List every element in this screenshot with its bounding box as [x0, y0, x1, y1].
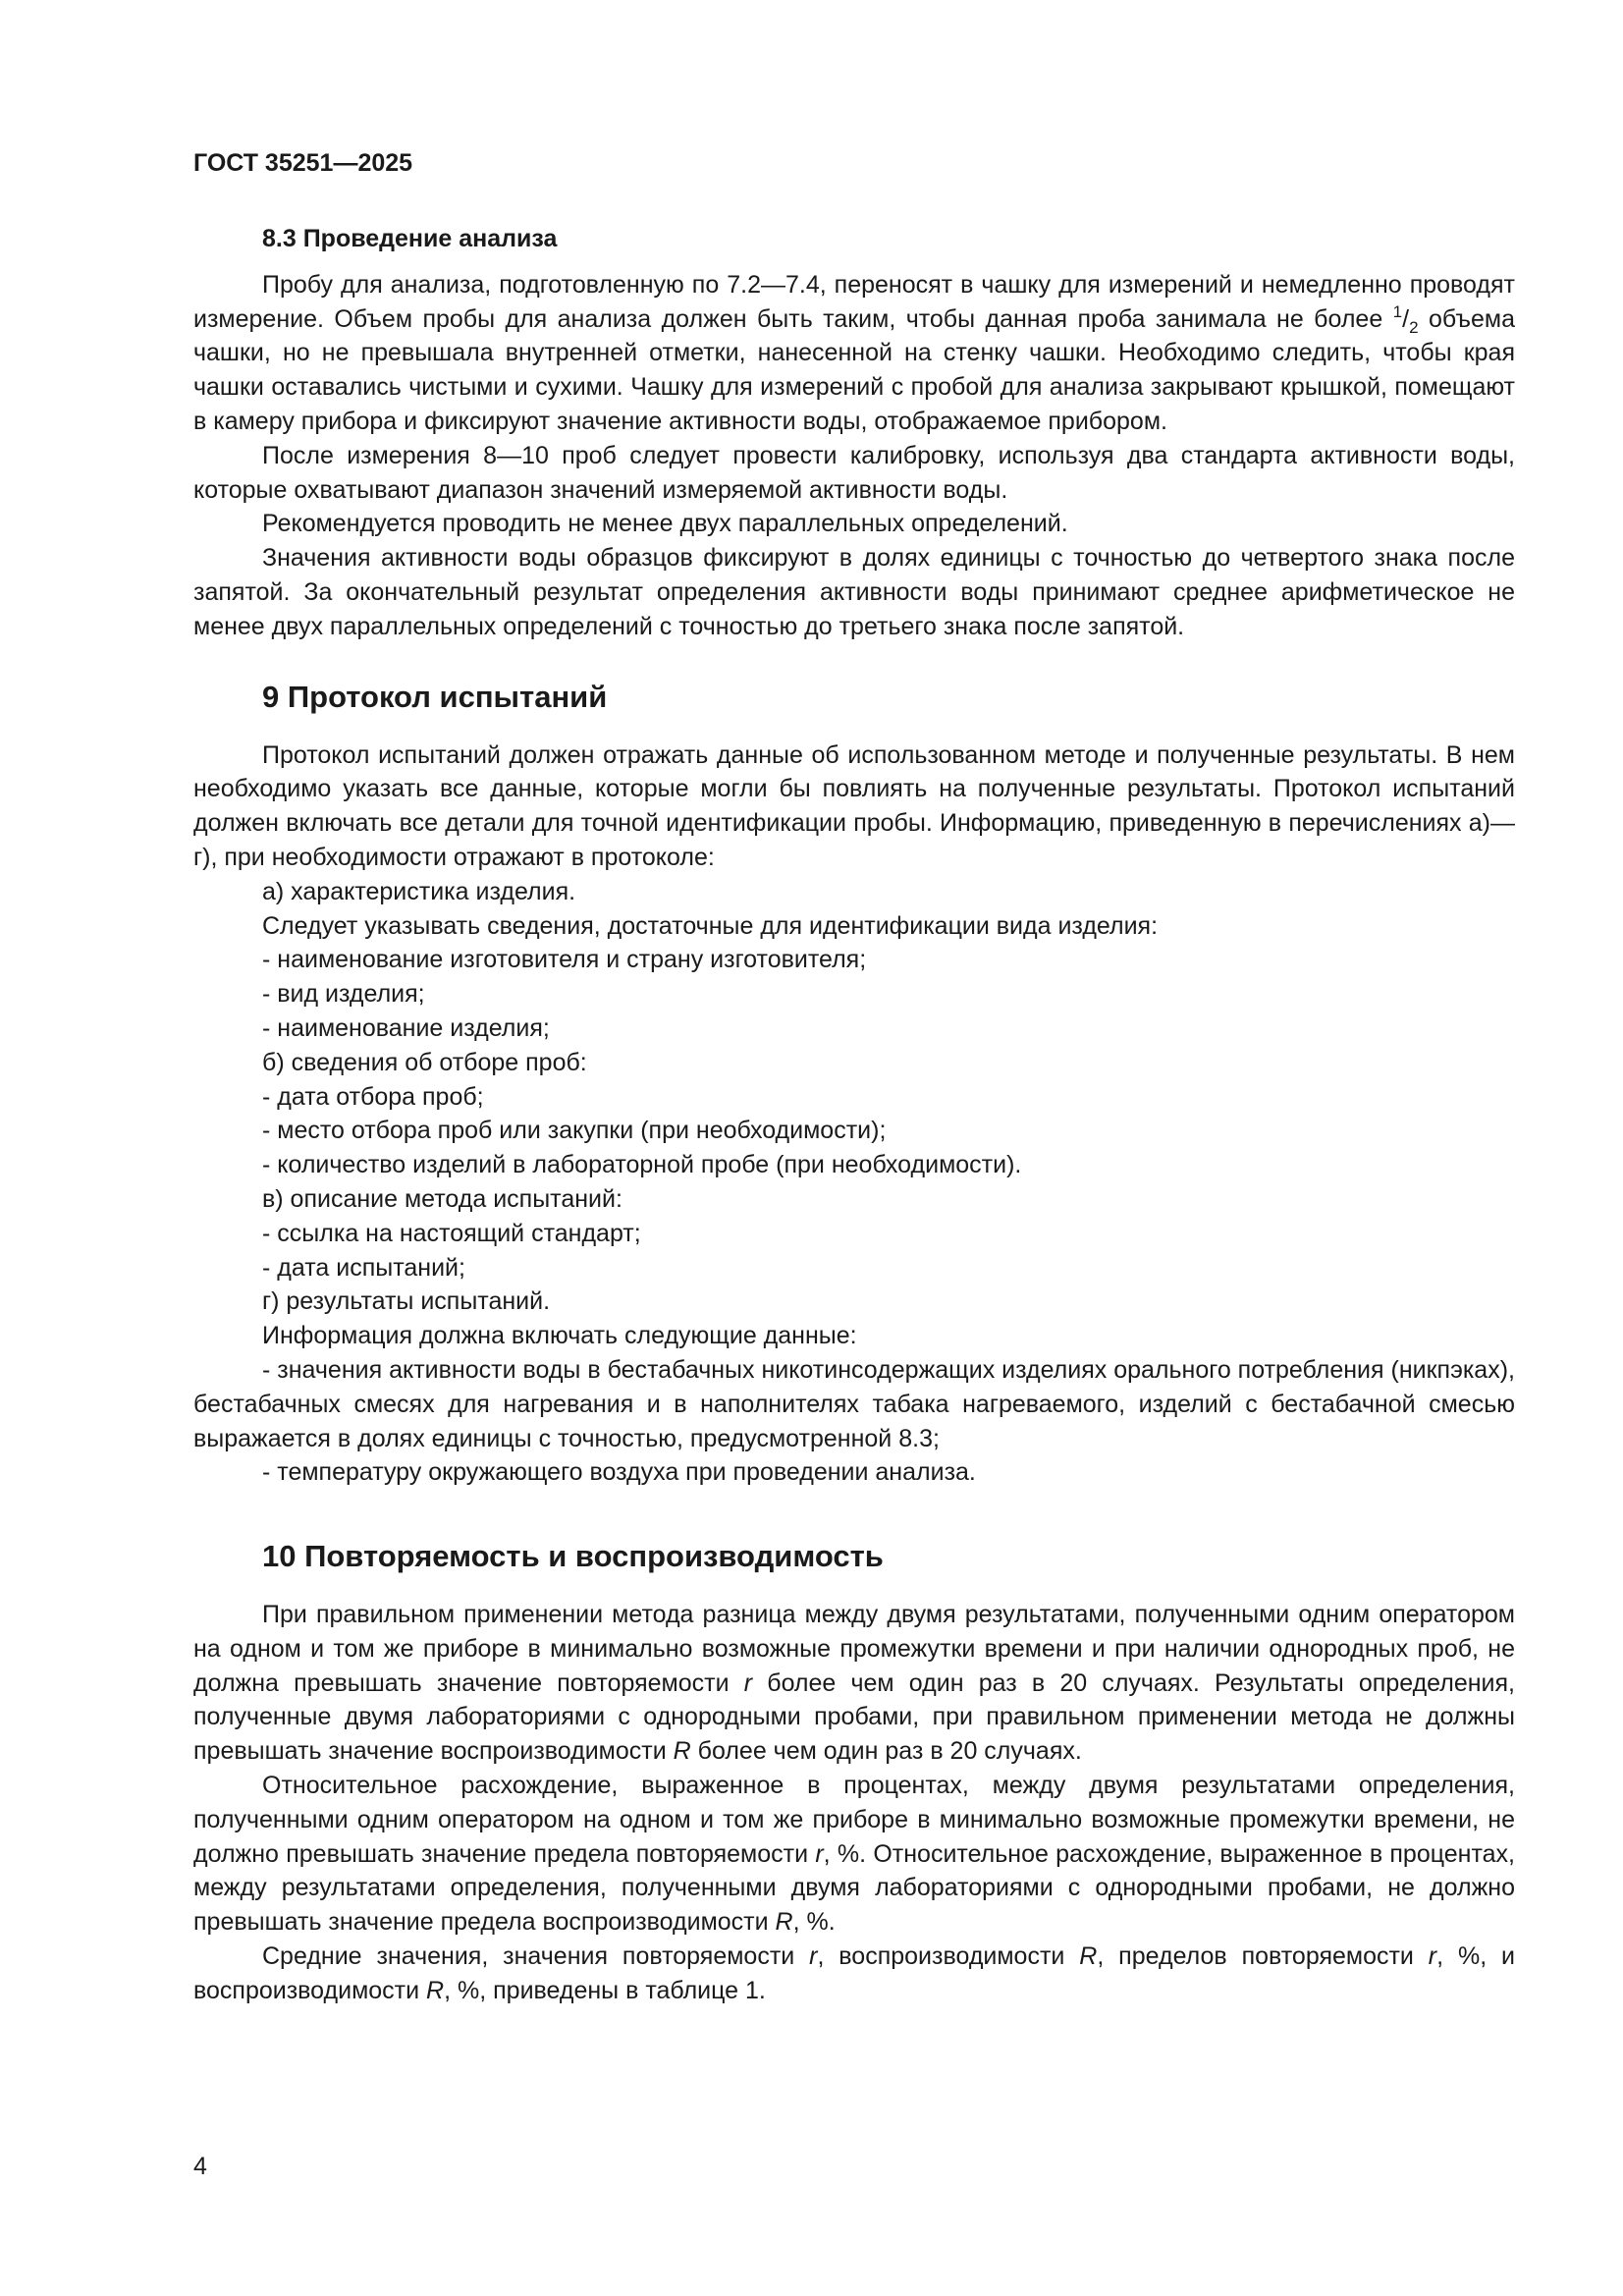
page-content: [193, 222, 1515, 2008]
list-item: в) описание метода испытаний:: [262, 1184, 622, 1213]
section-8-3-paragraph-1: [193, 268, 1515, 439]
fraction-slash: /: [1402, 304, 1410, 333]
paragraph-text: , %.: [792, 1908, 836, 1937]
section-8-3-paragraph-4: Значения активности воды образцов фиксируют в долях единицы с точностью до четвертого знака после запятой. За окончательный результат определения активности воды принимают среднее арифметическое не менее двух параллельных определений с точностью до третьего знака после запятой.: [193, 544, 1515, 640]
document-id: ГОСТ 35251—2025: [193, 149, 413, 177]
symbol-text: R: [426, 1976, 445, 2004]
paragraph-text: Относительное расхождение, выраженное в процентах, между двумя результатами определения, полученными одним оператором на одном и том же приборе в минимально возможные промежутки времени, не должно превышать значение предела повторяемости: [193, 1772, 1515, 1868]
paragraph-text: , %, приведены в таблице 1.: [444, 1976, 766, 2004]
paragraph-text: объема чашки, но не превышала внутренней отметки, нанесенной на стенку чашки. Необходимо следить, чтобы края чашки оставались чистыми и сухими. Чашку для измерений с пробой для анализа закрывают крышкой, помещают в камеру прибора и фиксируют значение активности воды, отображаемое прибором.: [193, 304, 1515, 435]
section-9-list: [193, 875, 1515, 1353]
section-9-heading: 9 Протокол испытаний: [262, 679, 608, 714]
symbol-text: r: [743, 1668, 753, 1697]
list-item: - место отбора проб или закупки (при необходимости);: [262, 1117, 887, 1145]
list-item: - количество изделий в лабораторной пробе (при необходимости).: [262, 1151, 1022, 1179]
paragraph-text: , %. Относительное расхождение, выраженное в процентах, между результатами определения, полученными двумя лабораториями с однородными пробами, не должно превышать значение предела воспроизводимости: [193, 1839, 1515, 1937]
fraction-denominator: 2: [1409, 317, 1419, 337]
paragraph-text: более чем один раз в 20 случаях. Результаты определения, полученные двумя лабораториями с однородными пробами, при правильном применении метода не должны превышать значение воспроизводимости: [193, 1668, 1515, 1766]
page-number: 4: [193, 2153, 207, 2180]
symbol-text: r: [815, 1839, 824, 1868]
list-item: Следует указывать сведения, достаточные для идентификации вида изделия:: [262, 911, 1159, 940]
section-10-paragraph-3: [193, 1940, 1515, 2008]
section-10-heading: 10 Повторяемость и воспроизводимость: [262, 1539, 884, 1574]
paragraph-text: Средние значения, значения повторяемости: [262, 1942, 810, 1971]
list-item: - дата отбора проб;: [262, 1082, 484, 1111]
fraction-numerator: 1: [1392, 301, 1403, 321]
symbol-text: R: [775, 1908, 793, 1937]
paragraph-text: При правильном применении метода разница между двумя результатами, полученными одним оператором на одном и том же приборе в минимально возможные промежутки времени и при наличии однородных проб, не должна превышать значение повторяемости: [193, 1601, 1515, 1697]
symbol-text: R: [673, 1737, 691, 1766]
paragraph-text: Пробу для анализа, подготовленную по 7.2—7.4, переносят в чашку для измерений и немедленно проводят измерение. Объем пробы для анализа должен быть таким, чтобы данная проба занимала не более: [193, 270, 1515, 333]
list-item: б) сведения об отборе проб:: [262, 1048, 587, 1076]
paragraph-text: более чем один раз в 20 случаях.: [690, 1737, 1082, 1766]
section-9-intro: Протокол испытаний должен отражать данные об использованном методе и полученные результаты. В нем необходимо указать все данные, которые могли бы повлиять на полученные результаты. Протокол испытаний должен включать все детали для точной идентификации пробы. Информацию, приведенную в перечислениях а)—г), при необходимости отражают в протоколе:: [193, 740, 1515, 871]
paragraph-text: , воспроизводимости: [817, 1942, 1080, 1971]
list-item: - вид изделия;: [262, 980, 425, 1009]
list-item: - наименование изделия;: [262, 1013, 550, 1042]
list-item: - ссылка на настоящий стандарт;: [262, 1219, 641, 1247]
list-item: а) характеристика изделия.: [262, 877, 576, 905]
list-item: Информация должна включать следующие данные:: [262, 1322, 857, 1350]
paragraph-text: , пределов повторяемости: [1097, 1942, 1429, 1971]
section-10-paragraph-2: [193, 1769, 1515, 1940]
section-8-3-paragraph-3: Рекомендуется проводить не менее двух параллельных определений.: [262, 510, 1068, 538]
symbol-text: r: [1428, 1942, 1437, 1971]
symbol-text: R: [1079, 1942, 1098, 1971]
list-item: - наименование изготовителя и страну изготовителя;: [262, 946, 867, 974]
section-10-paragraph-1: [193, 1598, 1515, 1769]
section-9-wrap-item: - значения активности воды в бестабачных никотинсодержащих изделиях орального потребления (никпэках), бестабачных смесях для нагревания и в наполнителях табака нагреваемого, изделий с бестабачной смесью выражается в долях единицы с точностью, предусмотренной 8.3;: [193, 1355, 1515, 1452]
section-8-3-heading: 8.3 Проведение анализа: [262, 225, 558, 252]
list-item: - дата испытаний;: [262, 1253, 465, 1282]
paragraph-text: , %, и воспроизводимости: [193, 1942, 1515, 2004]
section-9-last-item: - температуру окружающего воздуха при проведении анализа.: [262, 1458, 976, 1487]
section-8-3-paragraph-2: После измерения 8—10 проб следует провести калибровку, используя два стандарта активности воды, которые охватывают диапазон значений измеряемой активности воды.: [193, 441, 1515, 504]
symbol-text: r: [809, 1942, 818, 1971]
list-item: г) результаты испытаний.: [262, 1287, 551, 1316]
